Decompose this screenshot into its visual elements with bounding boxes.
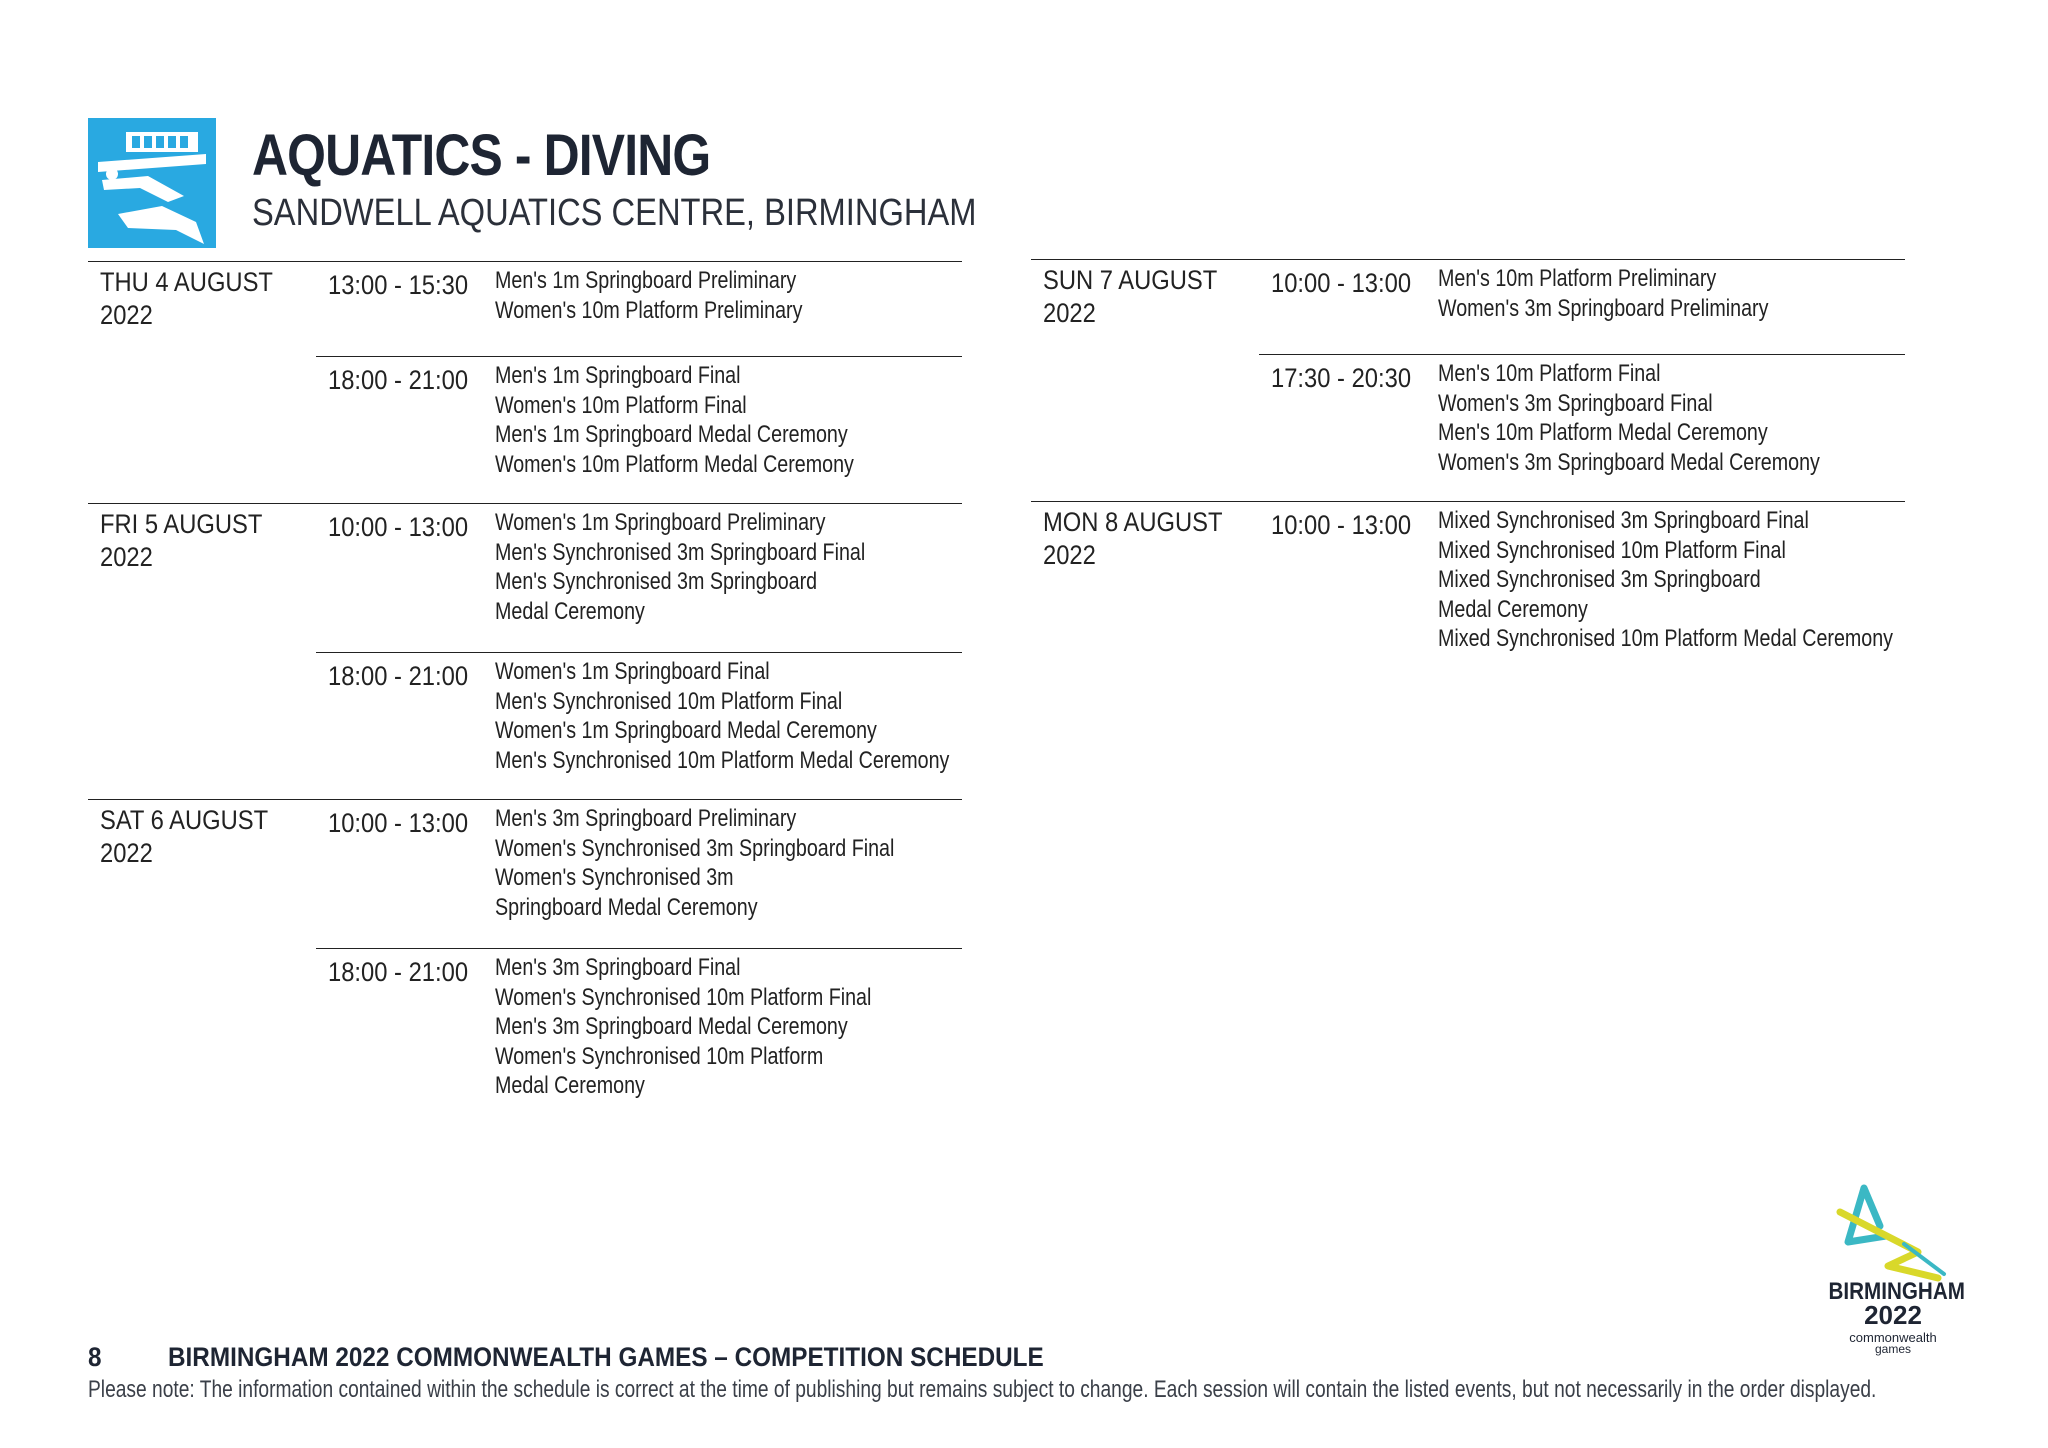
event-item: Mixed Synchronised 3m Springboard Medal Ceremony — [1438, 566, 1761, 623]
birmingham-2022-logo — [1818, 1182, 1968, 1362]
event-item: Women's Synchronised 10m Platform Final — [495, 983, 872, 1011]
event-item: Men's Synchronised 3m Springboard Final — [495, 538, 866, 566]
session-time: 18:00 - 21:00 — [328, 957, 469, 987]
footer-title: BIRMINGHAM 2022 COMMONWEALTH GAMES – COMPETITION SCHEDULE — [168, 1342, 1044, 1372]
session-time: 10:00 - 13:00 — [1271, 510, 1412, 540]
day-date: FRI 5 AUGUST 2022 — [100, 509, 262, 572]
session-time: 10:00 - 13:00 — [328, 512, 469, 542]
diving-pictogram-icon — [88, 118, 216, 248]
day-date: SAT 6 AUGUST 2022 — [100, 805, 268, 868]
venue-subtitle: SANDWELL AQUATICS CENTRE, BIRMINGHAM — [252, 192, 977, 234]
session-row — [1031, 501, 1905, 672]
day-block-mon — [1031, 501, 1905, 671]
event-item: Men's 3m Springboard Final — [495, 954, 741, 981]
event-item: Men's 3m Springboard Medal Ceremony — [495, 1013, 848, 1041]
page-title: AQUATICS - DIVING — [252, 123, 711, 188]
session-time: 17:30 - 20:30 — [1271, 363, 1412, 393]
session-row — [316, 948, 962, 1121]
event-item: Mixed Synchronised 10m Platform Final — [1438, 536, 1786, 564]
event-item: Men's 1m Springboard Preliminary — [495, 267, 797, 294]
event-item: Women's 1m Springboard Medal Ceremony — [495, 717, 877, 745]
day-block-thu — [88, 261, 962, 503]
event-item: Men's 10m Platform Final — [1438, 360, 1661, 387]
session-time: 18:00 - 21:00 — [328, 661, 469, 691]
session-row — [1031, 259, 1905, 354]
event-item: Men's 10m Platform Preliminary — [1438, 265, 1717, 292]
logo-text-games: games — [1874, 1342, 1912, 1356]
session-time: 18:00 - 21:00 — [328, 365, 469, 395]
event-item: Mixed Synchronised 10m Platform Medal Ceremony — [1438, 625, 1894, 653]
day-date: MON 8 AUGUST 2022 — [1043, 507, 1223, 570]
day-date: SUN 7 AUGUST 2022 — [1043, 265, 1217, 328]
day-block-fri — [88, 503, 962, 799]
event-item: Women's 1m Springboard Final — [495, 658, 770, 685]
logo-text-city: BIRMINGHAM — [1828, 1278, 1965, 1305]
session-events — [495, 361, 954, 479]
event-item: Women's 10m Platform Preliminary — [495, 296, 803, 324]
event-item: Men's 10m Platform Medal Ceremony — [1438, 419, 1768, 447]
session-events — [1438, 359, 1897, 477]
session-time: 10:00 - 13:00 — [328, 808, 469, 838]
event-item: Mixed Synchronised 3m Springboard Final — [1438, 507, 1809, 534]
session-row — [316, 652, 962, 801]
day-block-sun — [1031, 259, 1905, 501]
event-item: Men's 1m Springboard Final — [495, 362, 741, 389]
event-item: Women's 10m Platform Medal Ceremony — [495, 450, 854, 478]
schedule-left-column — [88, 261, 962, 1119]
event-item: Men's Synchronised 10m Platform Final — [495, 687, 843, 715]
event-item: Men's Synchronised 10m Platform Medal Ceremony — [495, 746, 950, 774]
page-number: 8 — [88, 1342, 102, 1372]
day-date: THU 4 AUGUST 2022 — [100, 267, 273, 330]
disclaimer-note: Please note: The information contained within the schedule is correct at the time of publishing but remains subject to change. Each session will contain the listed events, but not necessarily in the order displayed. — [88, 1376, 1877, 1403]
event-item: Women's Synchronised 10m Platform Medal Ceremony — [495, 1042, 824, 1100]
session-events — [1438, 264, 1897, 323]
event-item: Men's 3m Springboard Preliminary — [495, 805, 797, 832]
event-item: Women's 10m Platform Final — [495, 391, 747, 419]
session-time: 13:00 - 15:30 — [328, 270, 469, 300]
session-row — [88, 503, 962, 652]
session-row — [88, 261, 962, 356]
session-time: 10:00 - 13:00 — [1271, 268, 1412, 298]
schedule-right-column — [1031, 259, 1905, 671]
day-block-sat — [88, 799, 962, 1119]
session-events — [495, 657, 954, 775]
session-events — [495, 953, 954, 1101]
event-item: Women's 3m Springboard Final — [1438, 389, 1713, 417]
session-events — [1438, 506, 1897, 654]
session-row — [1259, 354, 1905, 503]
logo-text-cwg: commonwealth — [1849, 1330, 1937, 1345]
event-item: Men's Synchronised 3m Springboard Medal Ceremony — [495, 568, 818, 625]
session-row — [316, 356, 962, 505]
event-item: Women's 3m Springboard Preliminary — [1438, 294, 1769, 322]
session-events — [495, 804, 954, 922]
event-item: Women's 3m Springboard Medal Ceremony — [1438, 448, 1820, 476]
event-item: Women's Synchronised 3m Springboard Final — [495, 834, 895, 862]
session-row — [88, 799, 962, 948]
session-events — [495, 266, 954, 325]
session-events — [495, 508, 954, 626]
event-item: Women's Synchronised 3m Springboard Medal Ceremony — [495, 864, 758, 921]
logo-text-year: 2022 — [1864, 1300, 1922, 1330]
event-item: Women's 1m Springboard Preliminary — [495, 509, 826, 536]
event-item: Men's 1m Springboard Medal Ceremony — [495, 421, 848, 449]
